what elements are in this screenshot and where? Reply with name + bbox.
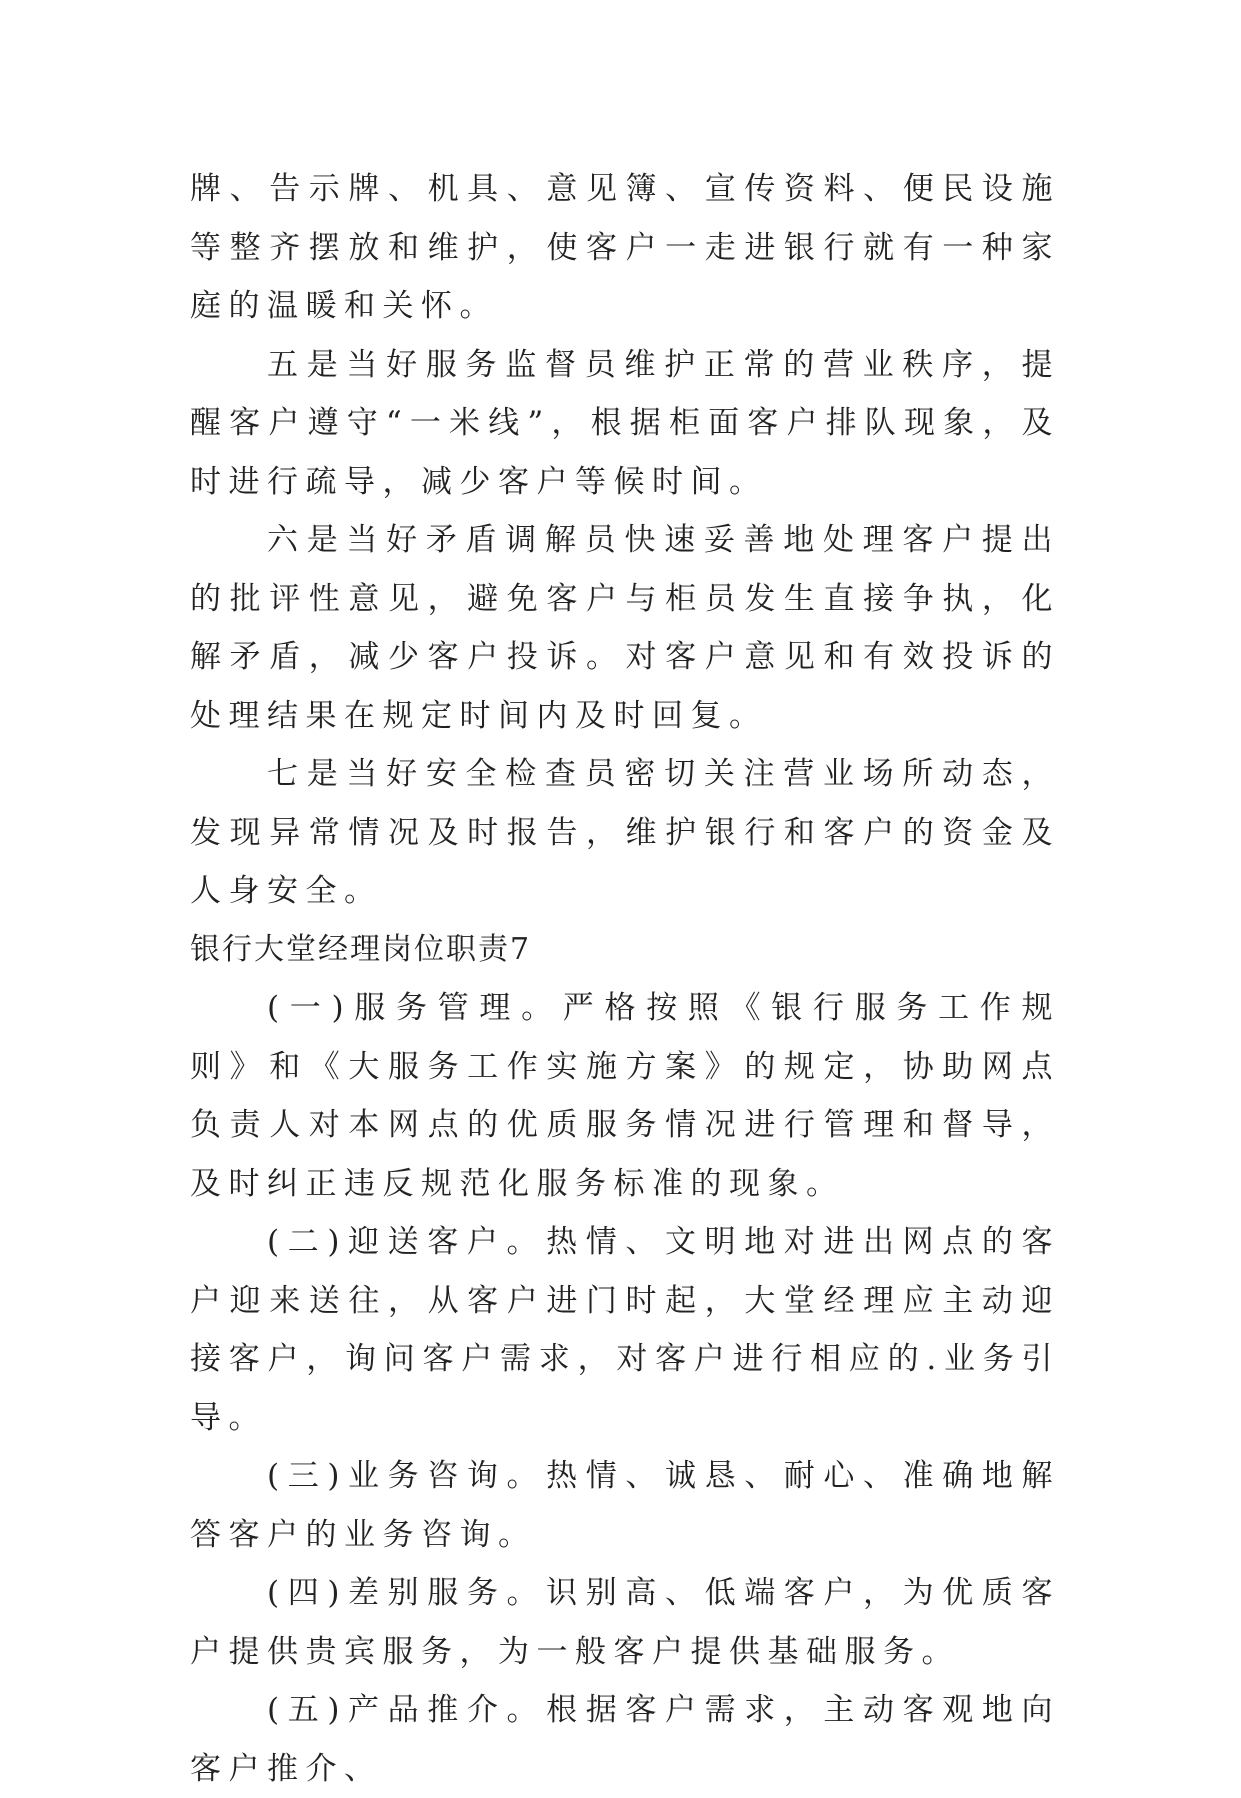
- paragraph-service-management: (一)服务管理。严格按照《银行服务工作规则》和《大服务工作实施方案》的规定，协助网点负责人对本网点的优质服务情况进行管理和督导，及时纠正违反规范化服务标准的现象。: [190, 990, 1060, 1202]
- document-body: [190, 160, 1060, 1798]
- paragraph-differentiated-service: (四)差别服务。识别高、低端客户，为优质客户提供贵宾服务，为一般客户提供基础服务。: [190, 1575, 1060, 1670]
- paragraph-business-consulting: (三)业务咨询。热情、诚恳、耐心、准确地解答客户的业务咨询。: [190, 1458, 1060, 1553]
- paragraph-greeting-customers: (二)迎送客户。热情、文明地对进出网点的客户迎来送往，从客户进门时起，大堂经理应主动迎接客户，询问客户需求，对客户进行相应的.业务引导。: [190, 1224, 1060, 1436]
- paragraph-item-five: 五是当好服务监督员维护正常的营业秩序，提醒客户遵守“一米线”，根据柜面客户排队现象，及时进行疏导，减少客户等候时间。: [190, 346, 1060, 500]
- section-heading: 银行大堂经理岗位职责7: [190, 931, 532, 967]
- paragraph-product-recommendation: (五)产品推介。根据客户需求，主动客观地向客户推介、: [190, 1692, 1060, 1787]
- paragraph-item-six: 六是当好矛盾调解员快速妥善地处理客户提出的批评性意见，避免客户与柜员发生直接争执，化解矛盾，减少客户投诉。对客户意见和有效投诉的处理结果在规定时间内及时回复。: [190, 522, 1060, 734]
- paragraph-item-seven: 七是当好安全检查员密切关注营业场所动态，发现异常情况及时报告，维护银行和客户的资金及人身安全。: [190, 756, 1060, 909]
- paragraph-continued: 牌、告示牌、机具、意见簿、宣传资料、便民设施等整齐摆放和维护，使客户一走进银行就有一种家庭的温暖和关怀。: [190, 171, 1060, 324]
